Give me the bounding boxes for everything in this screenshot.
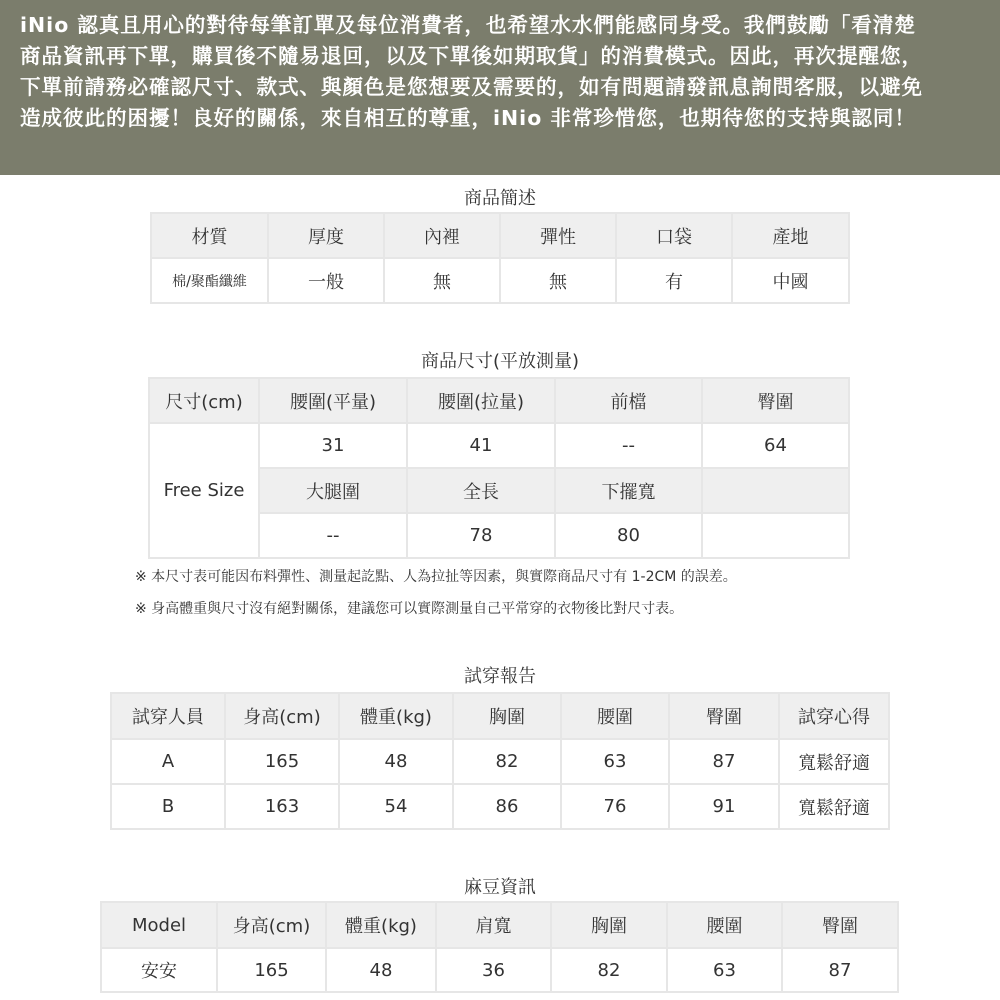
value-cell: 163 [225, 784, 339, 829]
value-cell: 63 [667, 948, 782, 992]
value-cell: -- [259, 513, 407, 558]
value-cell: 76 [561, 784, 669, 829]
header-cell: 腰圍 [561, 693, 669, 739]
header-cell: 腰圍 [667, 902, 782, 948]
description-value-row [151, 258, 849, 303]
value-cell: 無 [500, 258, 616, 303]
value-cell: B [111, 784, 225, 829]
value-cell: 36 [436, 948, 551, 992]
value-cell: 48 [326, 948, 436, 992]
header-cell: 腰圍(拉量) [407, 378, 555, 423]
value-cell: 78 [407, 513, 555, 558]
value-cell: 86 [453, 784, 561, 829]
value-cell: 48 [339, 739, 453, 784]
value-cell: 31 [259, 423, 407, 468]
header-cell: 厚度 [268, 213, 384, 258]
value-cell: 有 [616, 258, 732, 303]
header-cell: 肩寬 [436, 902, 551, 948]
header-cell: 體重(kg) [339, 693, 453, 739]
value-cell: 64 [702, 423, 849, 468]
header-cell: 產地 [732, 213, 849, 258]
value-cell: 無 [384, 258, 500, 303]
value-cell [702, 513, 849, 558]
header-cell: 臀圍 [782, 902, 898, 948]
header-cell: 試穿心得 [779, 693, 889, 739]
header-cell: 口袋 [616, 213, 732, 258]
header-cell: 胸圍 [551, 902, 667, 948]
header-cell: 臀圍 [669, 693, 779, 739]
size-table [148, 377, 850, 559]
size-value-row [149, 423, 849, 468]
header-cell: 彈性 [500, 213, 616, 258]
header-cell: 臀圍 [702, 378, 849, 423]
description-header-row [151, 213, 849, 258]
description-table [150, 212, 850, 304]
size-note: ※ 身高體重與尺寸沒有絕對關係，建議您可以實際測量自己平常穿的衣物後比對尺寸表。 [135, 601, 684, 617]
header-cell: 腰圍(平量) [259, 378, 407, 423]
value-cell: 91 [669, 784, 779, 829]
value-cell: 安安 [101, 948, 217, 992]
header-cell: Model [101, 902, 217, 948]
notice-line: 商品資訊再下單，購買後不隨易退回，以及下單後如期取貨」的消費模式。因此，再次提醒您， [20, 44, 923, 68]
header-cell: 內裡 [384, 213, 500, 258]
header-cell: 前檔 [555, 378, 702, 423]
model-table [100, 901, 899, 993]
value-cell: A [111, 739, 225, 784]
description-title: 商品簡述 [464, 188, 536, 209]
value-cell: 87 [669, 739, 779, 784]
header-cell: 身高(cm) [225, 693, 339, 739]
header-cell: 身高(cm) [217, 902, 326, 948]
trial-header-row [111, 693, 889, 739]
notice-line: iNio 認真且用心的對待每筆訂單及每位消費者，也希望水水們能感同身受。我們鼓勵「看清楚 [20, 13, 916, 37]
notice-banner [0, 0, 1000, 175]
value-cell: -- [555, 423, 702, 468]
value-cell: 82 [551, 948, 667, 992]
unit-label: 尺寸(cm) [149, 378, 259, 423]
header-cell: 材質 [151, 213, 268, 258]
model-header-row [101, 902, 898, 948]
header-cell: 體重(kg) [326, 902, 436, 948]
value-cell: 63 [561, 739, 669, 784]
value-cell: 棉/聚酯纖維 [151, 258, 268, 303]
value-cell: 一般 [268, 258, 384, 303]
table-row [101, 948, 898, 992]
model-title: 麻豆資訊 [464, 877, 536, 898]
header-cell: 試穿人員 [111, 693, 225, 739]
table-row [111, 739, 889, 784]
header-cell: 大腿圍 [259, 468, 407, 513]
value-cell: 41 [407, 423, 555, 468]
notice-line: 下單前請務必確認尺寸、款式、與顏色是您想要及需要的，如有問題請發訊息詢問客服，以避免 [20, 75, 923, 99]
trial-table [110, 692, 890, 830]
value-cell: 54 [339, 784, 453, 829]
value-cell: 165 [217, 948, 326, 992]
size-note: ※ 本尺寸表可能因布料彈性、測量起訖點、人為拉扯等因素，與實際商品尺寸有 1-2CM 的誤差。 [135, 569, 737, 585]
table-row [111, 784, 889, 829]
size-header-row [149, 378, 849, 423]
value-cell: 82 [453, 739, 561, 784]
header-cell: 下擺寬 [555, 468, 702, 513]
trial-title: 試穿報告 [464, 666, 536, 687]
size-name: Free Size [149, 423, 259, 558]
value-cell: 中國 [732, 258, 849, 303]
notice-line: 造成彼此的困擾！良好的關係，來自相互的尊重，iNio 非常珍惜您，也期待您的支持與認同！ [20, 106, 916, 130]
value-cell: 寬鬆舒適 [779, 739, 889, 784]
value-cell: 87 [782, 948, 898, 992]
value-cell: 80 [555, 513, 702, 558]
size-title: 商品尺寸(平放測量) [420, 351, 580, 372]
header-cell [702, 468, 849, 513]
header-cell: 胸圍 [453, 693, 561, 739]
header-cell: 全長 [407, 468, 555, 513]
value-cell: 寬鬆舒適 [779, 784, 889, 829]
value-cell: 165 [225, 739, 339, 784]
